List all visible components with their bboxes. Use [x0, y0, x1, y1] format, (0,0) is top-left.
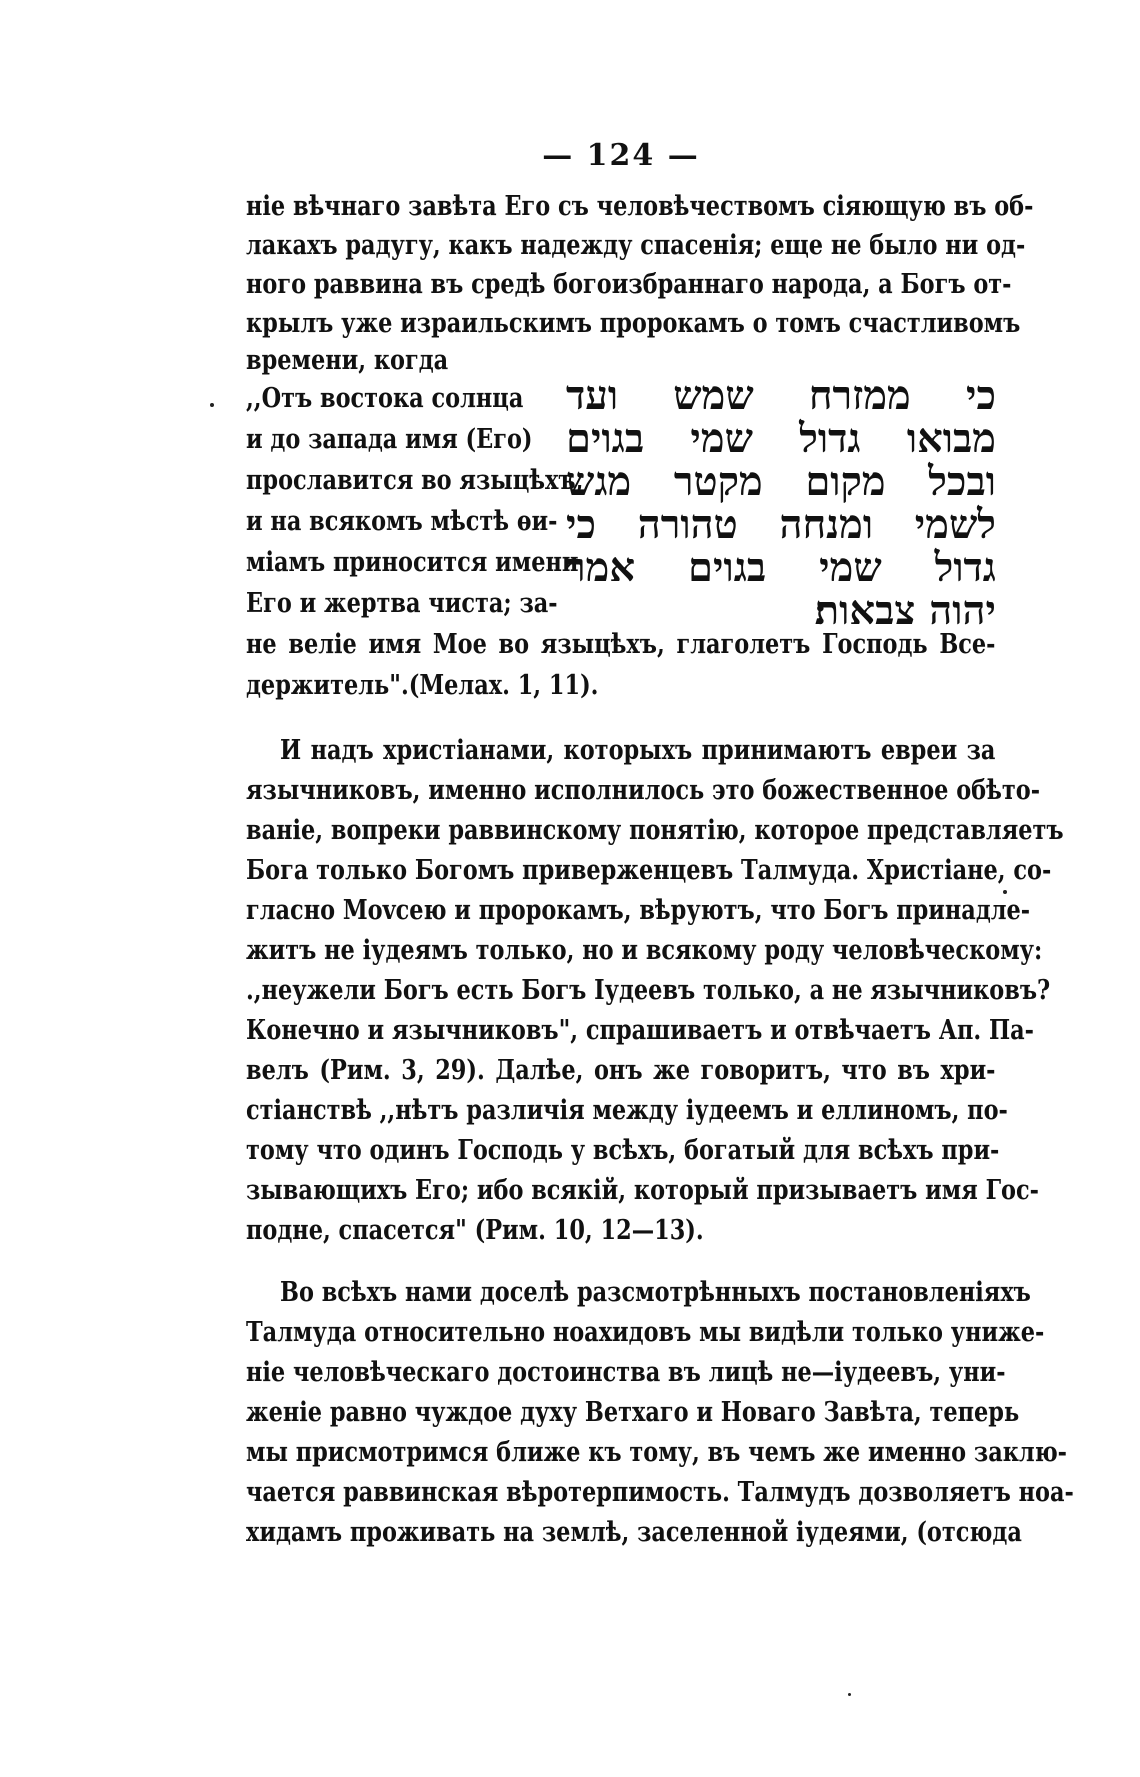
ink-speck	[1003, 890, 1007, 894]
page-number: — 124 —	[542, 138, 700, 173]
text-line: не велiе имя Мое во языцѣхъ, глаголетъ Господь Все-	[246, 629, 996, 660]
text-line: Конечно и язычниковъ", спрашиваетъ и отвѣчаетъ Ап. Па-	[246, 1015, 1034, 1046]
text-line: язычниковъ, именно исполнилось это божественное обѣто-	[246, 775, 1041, 806]
text-line: Во всѣхъ нами доселѣ разсмотрѣнныхъ постановленiяхъ	[280, 1277, 1031, 1308]
text-line: времени, когда	[246, 345, 449, 376]
text-line: Бога только Богомъ приверженцевъ Талмуда. Христiане, со-	[246, 855, 1052, 886]
quote-hebrew-line: ובכל מקום מקטר מגש	[566, 458, 996, 505]
quote-hebrew-line: גדול שמי בגוים אמר	[566, 544, 996, 591]
quote-hebrew-line: יהוה צבאות׃	[814, 587, 996, 634]
quote-hebrew-line: לשמי ומנחה טהורה כי	[566, 501, 996, 548]
text-line: велъ (Рим. 3, 29). Далѣе, онъ же говоритъ, что въ хри-	[246, 1055, 996, 1086]
quote-russian-line: прославится во языцѣхъ,	[246, 465, 584, 496]
text-line: тому что одинъ Господь у всѣхъ, богатый для всѣхъ при-	[246, 1135, 1000, 1166]
text-line: ванiе, вопреки раввинскому понятiю, которое представляетъ	[246, 815, 1064, 846]
quote-russian-line: и до запада имя (Его)	[246, 424, 533, 455]
text-line: Талмуда относительно ноахидовъ мы видѣли только униже-	[246, 1317, 1045, 1348]
text-line: чается раввинская вѣротерпимость. Талмудъ дозволяетъ ноа-	[246, 1477, 1074, 1508]
quote-russian-line: міамъ приносится имени	[246, 547, 579, 578]
text-line: .,неужели Богъ есть Богъ Iудеевъ только, а не язычниковъ?	[246, 975, 1051, 1006]
quote-russian-line: и на всякомъ мѣстѣ ѳи-	[246, 506, 558, 537]
quote-hebrew-line: כי ממזרח שמש ועד	[566, 372, 996, 419]
text-line: подне, спасется" (Рим. 10, 12—13).	[246, 1215, 704, 1246]
ink-speck	[848, 1693, 851, 1696]
text-line: женiе равно чуждое духу Ветхаго и Новаго Завѣта, теперь	[246, 1397, 1020, 1428]
text-line: стiанствѣ ,,нѣтъ различiя между iудеемъ и еллиномъ, по-	[246, 1095, 1008, 1126]
text-line: гласно Моvсею и пророкамъ, вѣруютъ, что Богъ принадле-	[246, 895, 1031, 926]
text-line: И надъ христiанами, которыхъ принимаютъ евреи за	[280, 735, 996, 766]
text-line: мы присмотримся ближе къ тому, въ чемъ же именно заклю-	[246, 1437, 1067, 1468]
text-line: хидамъ проживать на землѣ, заселенной iудеями, (отсюда	[246, 1517, 1022, 1548]
ink-speck	[210, 403, 214, 407]
quote-russian-line: ,,Отъ востока солнца	[246, 383, 524, 414]
text-line: крылъ уже израильскимъ пророкамъ о томъ счастливомъ	[246, 308, 1021, 339]
text-line: нiе человѣческаго достоинства въ лицѣ не—iудеевъ, уни-	[246, 1357, 1006, 1388]
text-line: ного раввина въ средѣ богоизбраннаго народа, а Богъ от-	[246, 269, 1012, 300]
book-page	[246, 0, 1074, 1777]
text-line: зывающихъ Его; ибо всякiй, который призываетъ имя Гос-	[246, 1175, 1039, 1206]
text-line: держитель".(Мелах. 1, 11).	[246, 670, 599, 701]
quote-hebrew-line: מבואו גדול שמי בגוים	[566, 415, 996, 462]
text-line: житъ не iудеямъ только, но и всякому роду человѣческому:	[246, 935, 1043, 966]
quote-russian-line: Его и жертва чиста; за-	[246, 588, 558, 619]
text-line: ніе вѣчнаго завѣта Его съ человѣчествомъ сіяющую въ об-	[246, 191, 1034, 222]
text-line: лакахъ радугу, какъ надежду спасенія; еще не было ни од-	[246, 230, 1026, 261]
